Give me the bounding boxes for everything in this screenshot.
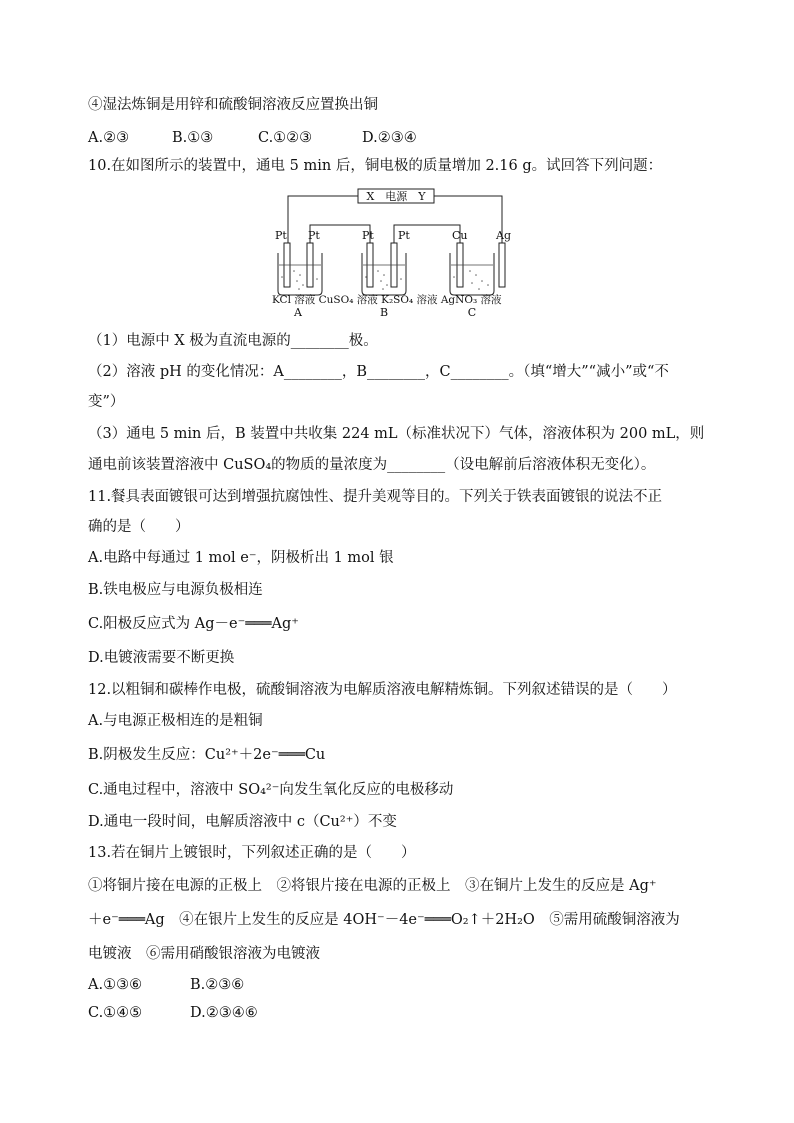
q13-option-c: C.①④⑤ bbox=[88, 1005, 143, 1021]
q10-part-2: （2）溶液 pH 的变化情况：A________，B________，C________。（填“增大”“减小”或“不 bbox=[88, 364, 669, 380]
q13-statements-3: 电镀液 ⑥需用硝酸银溶液为电镀液 bbox=[88, 946, 320, 962]
q12-option-a: A.与电源正极相连的是粗铜 bbox=[88, 713, 263, 729]
cell-label-b: B bbox=[379, 306, 389, 319]
q9-option-c: C.①②③ bbox=[258, 130, 313, 146]
q11-stem: 11.餐具表面镀银可达到增强抗腐蚀性、提升美观等目的。下列关于铁表面镀银的说法不正 bbox=[88, 489, 663, 505]
electrode-label-3: Pt bbox=[362, 229, 374, 242]
apparatus-svg bbox=[270, 185, 540, 320]
q11-stem-cont: 确的是（ ） bbox=[88, 519, 190, 535]
q10-part-1: （1）电源中 X 极为直流电源的________极。 bbox=[88, 333, 378, 349]
solution-labels: KCl 溶液 CuSO₄ 溶液 K₂SO₄ 溶液 AgNO₃ 溶液 bbox=[272, 294, 502, 306]
q9-option-d: D.②③④ bbox=[362, 130, 417, 146]
power-source-label: X 电源 Y bbox=[366, 190, 426, 203]
q13-option-d: D.②③④⑥ bbox=[190, 1005, 258, 1021]
electrode-label-4: Pt bbox=[398, 229, 410, 242]
q13-stem: 13.若在铜片上镀银时，下列叙述正确的是（ ） bbox=[88, 845, 416, 861]
q10-part-2-cont: 变”） bbox=[88, 394, 125, 410]
q9-option-b: B.①③ bbox=[172, 130, 214, 146]
q10-part-3: （3）通电 5 min 后，B 装置中共收集 224 mL（标准状况下）气体，溶液体积为 200 mL，则 bbox=[88, 426, 705, 442]
electrode-label-6: Ag bbox=[496, 229, 511, 242]
q12-option-d: D.通电一段时间，电解质溶液中 c（Cu²⁺）不变 bbox=[88, 814, 397, 830]
q13-option-b: B.②③⑥ bbox=[190, 977, 245, 993]
q10-part-3-cont: 通电前该装置溶液中 CuSO₄的物质的量浓度为________（设电解前后溶液体积无变化）。 bbox=[88, 457, 656, 473]
q10-stem: 10.在如图所示的装置中，通电 5 min 后，铜电极的质量增加 2.16 g。试回答下列问题： bbox=[88, 158, 663, 174]
electrode-label-1: Pt bbox=[275, 229, 287, 242]
cell-label-c: C bbox=[467, 306, 477, 319]
q13-statements-1: ①将铜片接在电源的正极上 ②将银片接在电源的正极上 ③在铜片上发生的反应是 Ag⁺ bbox=[88, 878, 657, 894]
q9-option-a: A.②③ bbox=[88, 130, 130, 146]
electrolysis-apparatus-diagram bbox=[270, 185, 540, 320]
q11-option-b: B.铁电极应与电源负极相连 bbox=[88, 582, 263, 598]
q11-option-c: C.阳极反应式为 Ag－e⁻═══Ag⁺ bbox=[88, 616, 299, 632]
q13-option-a: A.①③⑥ bbox=[88, 977, 143, 993]
electrode-label-5: Cu bbox=[452, 229, 468, 242]
cell-label-a: A bbox=[294, 306, 302, 319]
q12-option-c: C.通电过程中，溶液中 SO₄²⁻向发生氧化反应的电极移动 bbox=[88, 782, 454, 798]
q12-option-b: B.阴极发生反应：Cu²⁺＋2e⁻═══Cu bbox=[88, 747, 326, 763]
q11-option-d: D.电镀液需要不断更换 bbox=[88, 650, 235, 666]
q13-statements-2: ＋e⁻═══Ag ④在银片上发生的反应是 4OH⁻－4e⁻═══O₂↑＋2H₂O ⑤需用硫酸铜溶液为 bbox=[88, 912, 680, 928]
q13-options-row-2 bbox=[88, 1003, 258, 1023]
q12-stem: 12.以粗铜和碳棒作电极，硫酸铜溶液为电解质溶液电解精炼铜。下列叙述错误的是（ ） bbox=[88, 682, 677, 698]
q13-options-row-1 bbox=[88, 975, 244, 995]
electrode-label-2: Pt bbox=[308, 229, 320, 242]
q9-options bbox=[88, 128, 417, 148]
q11-option-a: A.电路中每通过 1 mol e⁻，阴极析出 1 mol 银 bbox=[88, 550, 394, 566]
q9-statement-4: ④湿法炼铜是用锌和硫酸铜溶液反应置换出铜 bbox=[88, 97, 378, 113]
